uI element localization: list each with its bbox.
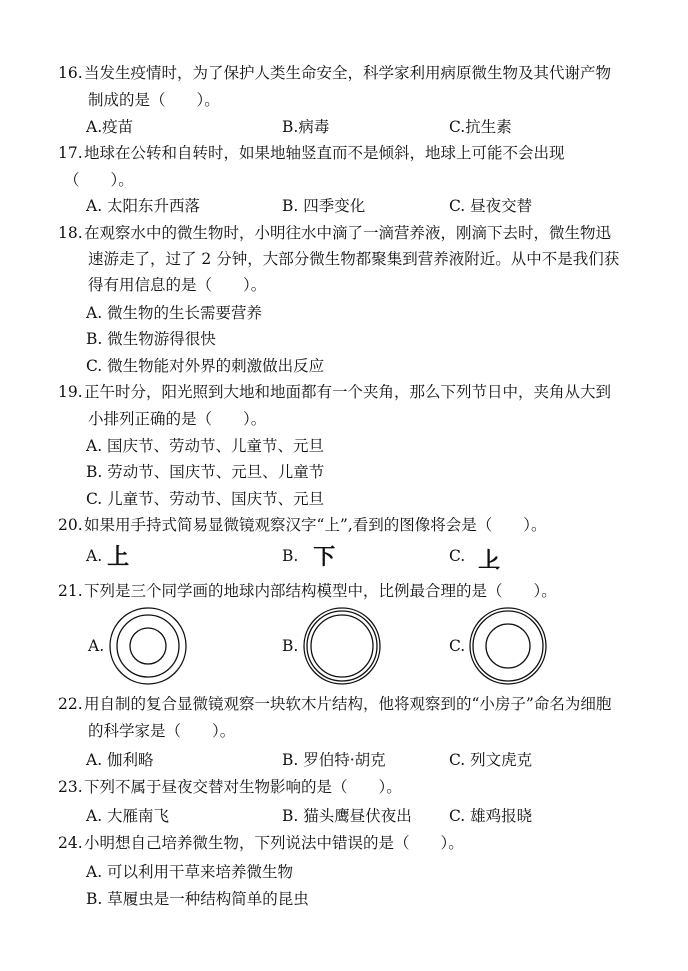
question-number: 19. xyxy=(58,383,83,401)
option-c[interactable]: C.抗生素 xyxy=(449,118,512,136)
question-number: 22. xyxy=(58,695,83,713)
earth-model-b-icon xyxy=(302,606,382,686)
option-label: C. xyxy=(449,547,466,565)
question-number: 23. xyxy=(58,778,83,796)
earth-model-c-icon xyxy=(468,606,548,686)
option-c[interactable]: C. 列文虎克 xyxy=(449,751,533,769)
option-c[interactable]: C. 儿童节、劳动节、国庆节、元旦 xyxy=(86,490,325,508)
question-text-cont: 制成的是（ ）。 xyxy=(88,91,220,109)
question-text: 用自制的复合显微镜观察一块软木片结构，他将观察到的“小房子”命名为细胞 xyxy=(84,695,612,713)
option-b[interactable]: B. xyxy=(282,637,299,655)
option-a[interactable]: A. 国庆节、劳动节、儿童节、元旦 xyxy=(86,437,325,455)
option-c[interactable] xyxy=(449,545,501,570)
question-number: 17. xyxy=(58,144,83,162)
option-b[interactable]: B. 草履虫是一种结构简单的昆虫 xyxy=(86,890,309,908)
option-b[interactable]: B. 劳动节、国庆节、元旦、儿童节 xyxy=(86,463,325,481)
option-a[interactable]: A. 大雁南飞 xyxy=(86,807,170,825)
question-number: 20. xyxy=(58,516,83,534)
option-c[interactable]: C. 微生物能对外界的刺激做出反应 xyxy=(86,357,325,375)
question-text: 小明想自己培养微生物，下列说法中错误的是（ ）。 xyxy=(84,834,464,852)
question-number: 16. xyxy=(58,64,83,82)
option-a[interactable]: A. 伽利略 xyxy=(86,751,154,769)
question-text-cont: 得有用信息的是（ ）。 xyxy=(88,276,267,294)
option-c[interactable]: C. xyxy=(449,637,466,655)
option-a[interactable]: A. 太阳东升西落 xyxy=(86,197,201,215)
question-text: 在观察水中的微生物时，小明往水中滴了一滴营养液，刚滴下去时，微生物迅 xyxy=(84,224,612,242)
option-a[interactable]: A. xyxy=(88,637,105,655)
question-text: 如果用手持式简易显微镜观察汉字“上”,看到的图像将会是（ ）。 xyxy=(84,516,547,534)
question-text-cont: （ ）。 xyxy=(64,171,134,189)
option-b[interactable]: B. 微生物游得很快 xyxy=(86,330,216,348)
option-c[interactable]: C. 昼夜交替 xyxy=(449,197,533,215)
question-text: 地球在公转和自转时，如果地轴竖直而不是倾斜，地球上可能不会出现 xyxy=(84,144,565,162)
question-text-cont: 速游走了，过了 2 分钟，大部分微生物都聚集到营养液附近。从中不是我们获 xyxy=(88,250,620,268)
question-text: 当发生疫情时，为了保护人类生命安全，科学家利用病原微生物及其代谢产物 xyxy=(84,64,612,82)
option-b[interactable]: B. 罗伯特·胡克 xyxy=(282,751,386,769)
option-b[interactable]: B. 四季变化 xyxy=(282,197,366,215)
earth-model-a-icon xyxy=(108,606,188,686)
question-text-cont: 的科学家是（ ）。 xyxy=(88,722,236,740)
question-number: 24. xyxy=(58,834,83,852)
character-glyph: 下 xyxy=(313,545,336,570)
question-number: 21. xyxy=(58,582,83,600)
option-label: B. xyxy=(282,547,299,565)
question-text-cont: 小排列正确的是（ ）。 xyxy=(88,410,267,428)
option-b[interactable]: B.病毒 xyxy=(282,118,330,136)
option-b[interactable] xyxy=(282,545,336,570)
option-c[interactable]: C. 雄鸡报晓 xyxy=(449,807,533,825)
question-text: 正午时分，阳光照到大地和地面都有一个夹角，那么下列节日中，夹角从大到 xyxy=(84,383,612,401)
question-text: 下列不属于昼夜交替对生物影响的是（ ）。 xyxy=(84,778,402,796)
option-a[interactable]: A.疫苗 xyxy=(86,118,134,136)
option-label: A. xyxy=(86,547,103,565)
question-number: 18. xyxy=(58,224,83,242)
option-a[interactable]: A. 微生物的生长需要营养 xyxy=(86,304,263,322)
character-glyph: 上 xyxy=(107,545,130,570)
option-b[interactable]: B. 猫头鹰昼伏夜出 xyxy=(282,807,412,825)
question-text: 下列是三个同学画的地球内部结构模型中，比例最合理的是（ ）。 xyxy=(84,582,557,600)
option-a[interactable] xyxy=(86,545,130,570)
option-a[interactable]: A. 可以利用干草来培养微生物 xyxy=(86,863,294,881)
character-glyph: 下 xyxy=(478,545,501,570)
